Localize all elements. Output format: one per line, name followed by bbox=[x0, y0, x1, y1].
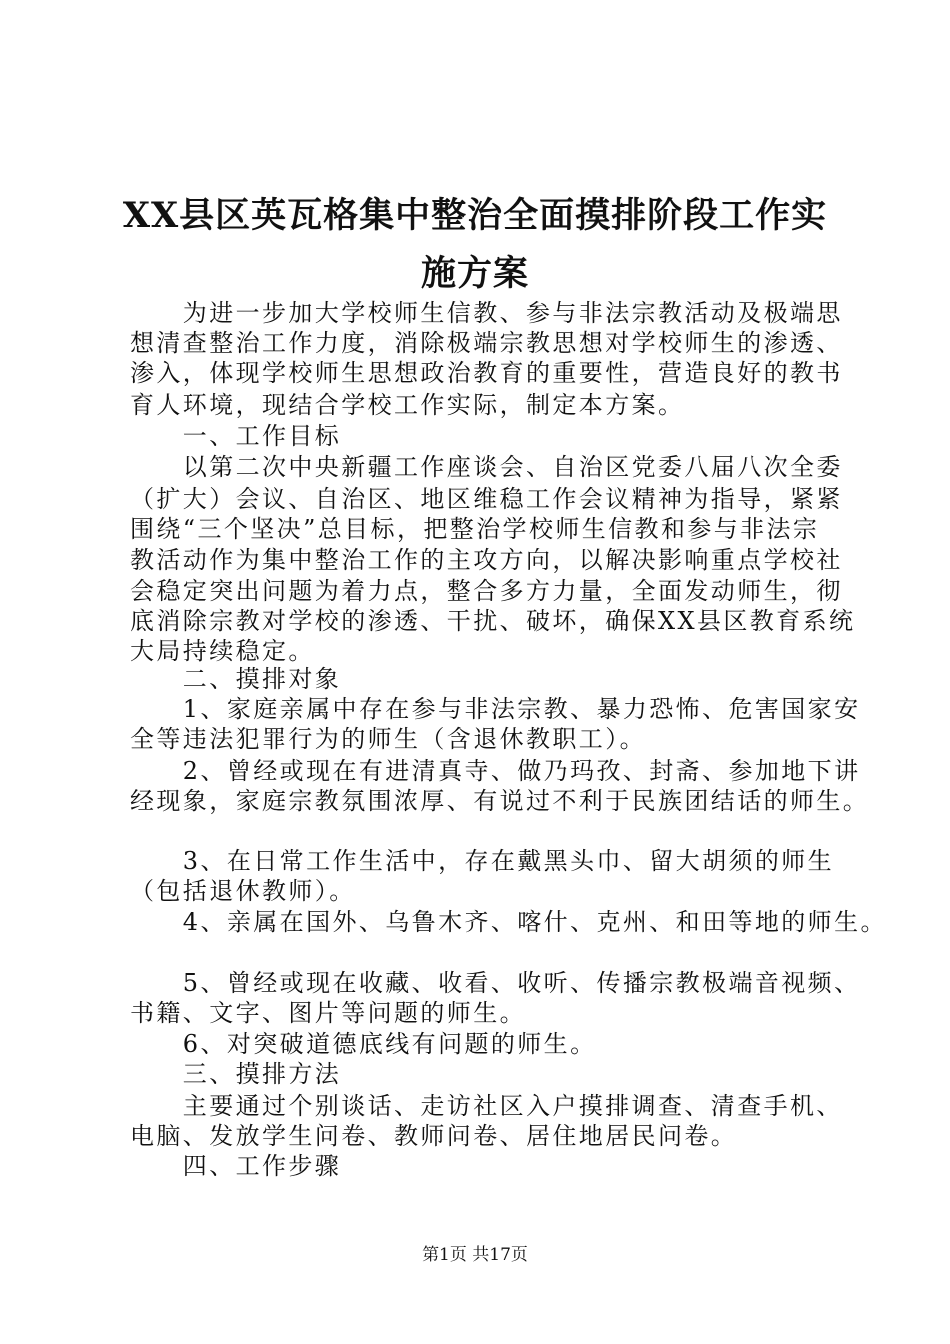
section-heading: 二、摸排对象 bbox=[130, 665, 342, 693]
section-heading: 一、工作目标 bbox=[130, 422, 342, 450]
body-line: 为进一步加大学校师生信教、参与非法宗教活动及极端思 bbox=[130, 299, 843, 327]
page-footer: 第1页 共17页 bbox=[422, 1245, 528, 1265]
list-item: 1、家庭亲属中存在参与非法宗教、暴力恐怖、危害国家安 bbox=[130, 695, 861, 723]
body-line: （扩大）会议、自治区、地区维稳工作会议精神为指导，紧紧 bbox=[130, 485, 843, 513]
body-line: 育人环境，现结合学校工作实际，制定本方案。 bbox=[130, 391, 685, 419]
body-line: 围绕“三个坚决”总目标，把整治学校师生信教和参与非法宗 bbox=[130, 515, 820, 543]
list-item: 5、曾经或现在收藏、收看、收听、传播宗教极端音视频、 bbox=[130, 969, 861, 997]
body-line: 电脑、发放学生问卷、教师问卷、居住地居民问卷。 bbox=[130, 1122, 738, 1150]
body-line: 大局持续稳定。 bbox=[130, 637, 315, 665]
body-line: 书籍、文字、图片等问题的师生。 bbox=[130, 999, 526, 1027]
list-item: 3、在日常工作生活中，存在戴黑头巾、留大胡须的师生 bbox=[130, 847, 835, 875]
list-item: 6、对突破道德底线有问题的师生。 bbox=[130, 1030, 597, 1058]
list-item: 4、亲属在国外、乌鲁木齐、喀什、克州、和田等地的师生。 bbox=[130, 908, 887, 936]
body-line: 想清查整治工作力度，消除极端宗教思想对学校师生的渗透、 bbox=[130, 329, 843, 357]
body-line: 主要通过个别谈话、走访社区入户摸排调查、清查手机、 bbox=[130, 1092, 843, 1120]
document-title-line-2: 施方案 bbox=[420, 253, 529, 294]
body-line: （包括退休教师）。 bbox=[130, 877, 356, 905]
body-line: 底消除宗教对学校的渗透、干扰、破坏，确保XX县区教育系统 bbox=[130, 607, 856, 635]
body-line: 全等违法犯罪行为的师生（含退休教职工）。 bbox=[130, 725, 646, 753]
list-item: 2、曾经或现在有进清真寺、做乃玛孜、封斋、参加地下讲 bbox=[130, 757, 861, 785]
body-line: 会稳定突出问题为着力点，整合多方力量，全面发动师生，彻 bbox=[130, 577, 843, 605]
body-line: 渗入，体现学校师生思想政治教育的重要性，营造良好的教书 bbox=[130, 359, 843, 387]
body-line: 教活动作为集中整治工作的主攻方向，以解决影响重点学校社 bbox=[130, 546, 843, 574]
section-heading: 三、摸排方法 bbox=[130, 1060, 342, 1088]
section-heading: 四、工作步骤 bbox=[130, 1152, 342, 1180]
body-line: 经现象，家庭宗教氛围浓厚、有说过不利于民族团结话的师生。 bbox=[130, 787, 870, 815]
body-line: 以第二次中央新疆工作座谈会、自治区党委八届八次全委 bbox=[130, 453, 843, 481]
document-title-line-1: XX县区英瓦格集中整治全面摸排阶段工作实 bbox=[122, 195, 828, 236]
